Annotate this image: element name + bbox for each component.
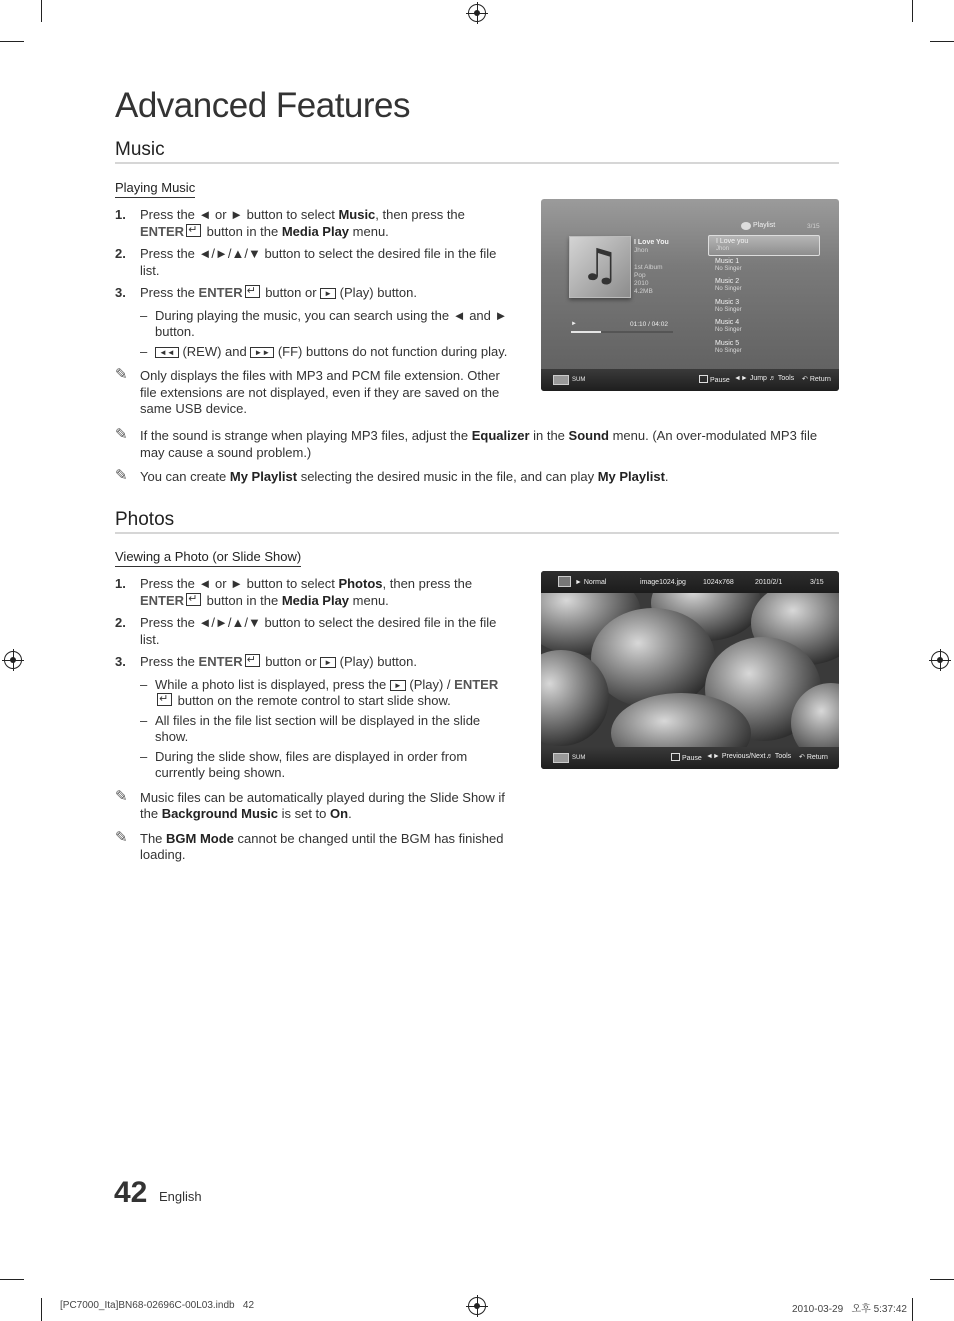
song-artist: Jhon xyxy=(634,247,649,254)
step-number: 2. xyxy=(115,246,126,261)
song-genre: Pop xyxy=(634,272,646,279)
photos-step-2 xyxy=(115,615,515,648)
apple-photo-art xyxy=(541,593,839,747)
pencil-note-icon: ✎ xyxy=(115,467,128,484)
step-term: Media Play xyxy=(281,592,350,608)
page-language: English xyxy=(159,1189,202,1204)
playlist-item-artist: No Singer xyxy=(715,265,742,272)
prev-next-control[interactable] xyxy=(706,753,765,760)
album-art xyxy=(569,236,631,298)
return-control[interactable] xyxy=(799,753,828,761)
step-text: Press the xyxy=(140,285,199,300)
enter-key-label: ENTER xyxy=(198,285,243,300)
note-term: On xyxy=(330,806,349,821)
music-note-3 xyxy=(115,469,839,486)
song-title: I Love You xyxy=(634,239,669,246)
step-term: Photos xyxy=(338,576,383,591)
music-instructions xyxy=(115,207,510,424)
substep-text: (Play) / xyxy=(405,676,455,692)
step-term: Music xyxy=(338,207,376,222)
tools-control[interactable] xyxy=(766,753,791,760)
note-text: You can create xyxy=(140,469,230,484)
pause-control[interactable] xyxy=(671,753,702,762)
step-text: Press the ◄ or ► button to select xyxy=(140,207,339,222)
enter-icon xyxy=(671,753,680,761)
music-note-1 xyxy=(115,368,510,418)
return-label: Return xyxy=(809,376,831,383)
substep-text: (REW) and xyxy=(178,343,251,359)
playlist-item-artist: Jhon xyxy=(716,246,730,252)
tools-icon: ♬ xyxy=(766,753,773,760)
enter-key-label: ENTER xyxy=(198,654,243,669)
play-icon: ► xyxy=(320,288,336,299)
enter-key-label: ENTER xyxy=(140,592,185,608)
step-text: button or xyxy=(261,654,321,669)
section-divider xyxy=(115,532,839,534)
substep-text: During playing the music, you can search using the ◄ and ► button. xyxy=(155,307,508,339)
pencil-note-icon: ✎ xyxy=(115,366,128,383)
mode-label: Normal xyxy=(583,579,607,586)
note-term: BGM Mode xyxy=(166,830,234,846)
photo-count: 3/15 xyxy=(810,579,824,586)
step-text: , then press the xyxy=(375,207,465,222)
playlist-item[interactable] xyxy=(708,297,820,318)
crop-mark xyxy=(0,41,24,42)
step-number: 1. xyxy=(115,207,126,222)
substep-text: button on the remote control to start slide show. xyxy=(174,693,451,708)
playlist-item-title: Music 2 xyxy=(715,278,740,285)
step-term: Media Play xyxy=(281,223,350,239)
playlist-item-title: I Love you xyxy=(716,238,749,245)
music-note-icon: ♫ xyxy=(580,240,620,291)
note-text: is set to xyxy=(277,806,331,821)
note-text: cannot be changed until the BGM has finished loading. xyxy=(140,830,504,862)
substep-text: During the slide show, files are displayed in order from currently being shown. xyxy=(155,748,468,780)
substep-text: While a photo list is displayed, press the xyxy=(155,676,390,692)
page-title: Advanced Features xyxy=(115,86,411,125)
note-term: My Playlist xyxy=(597,469,665,484)
step-text: Press the ◄/►/▲/▼ button to select the desired file in the file list. xyxy=(140,615,497,647)
playlist-item[interactable] xyxy=(708,276,820,297)
step-text: button in the xyxy=(203,592,282,608)
step-number: 3. xyxy=(115,285,126,300)
note-text: . xyxy=(664,469,669,484)
enter-icon xyxy=(157,693,172,706)
note-term: Equalizer xyxy=(471,428,530,443)
registration-mark-icon xyxy=(468,1297,486,1315)
note-text: If the sound is strange when playing MP3 files, adjust the xyxy=(140,428,472,443)
step-text: Press the ◄/►/▲/▼ button to select the desired file in the file list. xyxy=(140,246,497,278)
music-section-title: Music xyxy=(115,139,165,160)
step-number: 1. xyxy=(115,576,126,591)
music-subhead: Playing Music xyxy=(115,180,195,198)
note-text: Only displays the files with MP3 and PCM file extension. Other file extensions are not displayed, even if they are saved on the same USB device. xyxy=(140,368,500,416)
photos-note-1 xyxy=(115,787,515,823)
enter-icon xyxy=(245,654,260,667)
note-text: selecting the desired music in the file, and can play xyxy=(297,469,598,484)
crop-mark xyxy=(0,1279,24,1280)
note-text: . xyxy=(348,806,352,821)
tools-control[interactable] xyxy=(769,375,794,382)
photo-filename: image1024.jpg xyxy=(640,579,686,586)
step-number: 2. xyxy=(115,615,126,630)
step-text: button in the xyxy=(203,223,282,239)
jump-label: Jump xyxy=(749,375,767,382)
playlist-item[interactable] xyxy=(708,256,820,277)
device-name: SUM xyxy=(572,755,586,761)
playlist-item-artist: No Singer xyxy=(715,286,742,292)
step-text: (Play) button. xyxy=(336,654,417,669)
page-number: 42 xyxy=(114,1176,148,1209)
photos-substep-2: – All files in the file list section will be displayed in the slide show. xyxy=(140,712,481,744)
print-footer-timestamp: 2010-03-29 오후 5:37:42 xyxy=(792,1304,907,1315)
music-note-2 xyxy=(115,428,839,461)
enter-key-label: ENTER xyxy=(140,223,185,239)
progress-bar xyxy=(571,331,673,333)
playlist-item[interactable] xyxy=(708,338,820,359)
photos-section-title: Photos xyxy=(115,509,175,530)
playlist-label: Playlist xyxy=(753,222,776,229)
substep-text: (FF) buttons do not function during play. xyxy=(274,343,508,359)
crop-mark xyxy=(41,1298,42,1321)
crop-mark xyxy=(930,41,954,42)
music-step-1 xyxy=(115,207,510,240)
step-number: 3. xyxy=(115,654,126,669)
apple-photo xyxy=(541,593,839,747)
photo-info-bar xyxy=(541,571,839,593)
note-text: in the xyxy=(529,428,569,443)
step-text: Press the ◄ or ► button to select xyxy=(140,576,339,591)
playlist-item-title: Music 1 xyxy=(715,257,740,265)
music-substep-1: – During playing the music, you can search using the ◄ and ► button. xyxy=(140,307,508,339)
photo-icon xyxy=(558,576,571,587)
photos-substep-1: – While a photo list is displayed, press the ► (Play) / ENTER↵ button on the remote control to start slide show. xyxy=(115,677,515,710)
music-substep-2: – ◄◄ (REW) and ►► (FF) buttons do not function during play. xyxy=(140,343,508,359)
crop-mark xyxy=(41,0,42,22)
crop-mark xyxy=(912,0,913,22)
registration-mark-icon xyxy=(468,4,486,22)
step-text: menu. xyxy=(349,592,389,608)
section-divider xyxy=(115,162,839,164)
note-text: The xyxy=(140,830,167,846)
pencil-note-icon: ✎ xyxy=(115,787,128,805)
photo-control-bar xyxy=(541,747,839,769)
return-control[interactable] xyxy=(802,375,831,383)
step-text: menu. xyxy=(349,223,389,239)
playlist-icon xyxy=(741,222,751,230)
play-indicator-icon: ► xyxy=(571,321,577,327)
playlist-rows xyxy=(708,235,820,358)
tools-icon: ♬ xyxy=(769,375,776,382)
print-footer-file: [PC7000_Ita]BN68-02696C-00L03.indb 42 xyxy=(60,1300,255,1311)
progress-fill xyxy=(571,331,601,333)
song-year: 2010 xyxy=(634,280,649,287)
return-icon: ↶ xyxy=(802,376,808,383)
prev-next-label: Previous/Next xyxy=(721,753,766,760)
enter-key-label: ENTER xyxy=(454,676,499,692)
photos-note-2 xyxy=(115,828,515,864)
play-time: 01:10 / 04:02 xyxy=(630,321,668,328)
crop-mark xyxy=(912,1298,913,1321)
play-icon: ► xyxy=(320,657,336,668)
photos-subhead: Viewing a Photo (or Slide Show) xyxy=(115,549,301,567)
playlist-item-title: Music 5 xyxy=(715,339,740,347)
playlist-item-title: Music 3 xyxy=(715,298,740,306)
music-step-3 xyxy=(115,285,510,302)
pause-label: Pause xyxy=(681,755,702,762)
ff-icon: ►► xyxy=(250,347,274,358)
photo-resolution: 1024x768 xyxy=(703,579,734,586)
step-text: button or xyxy=(261,285,321,300)
device-name: SUM xyxy=(572,377,586,383)
photo-mode: ► Normal xyxy=(575,579,607,586)
playlist-item-artist: No Singer xyxy=(715,327,742,333)
pencil-note-icon: ✎ xyxy=(115,828,128,846)
left-right-icon: ◄► xyxy=(706,753,720,760)
song-album: 1st Album xyxy=(634,264,663,271)
note-term: Background Music xyxy=(161,806,278,821)
enter-icon xyxy=(186,593,201,606)
registration-mark-icon xyxy=(931,651,949,669)
playlist-item[interactable] xyxy=(708,317,820,338)
music-player-screen xyxy=(541,199,839,391)
note-text: menu. (An over-modulated MP3 file may cause a sound problem.) xyxy=(140,428,818,460)
pause-control[interactable] xyxy=(699,375,730,384)
return-label: Return xyxy=(806,754,828,761)
crop-mark xyxy=(930,1279,954,1280)
photos-step-1 xyxy=(115,576,515,609)
substep-text: All files in the file list section will be displayed in the slide show. xyxy=(155,712,481,744)
left-right-icon: ◄► xyxy=(734,375,748,382)
play-icon: ► xyxy=(390,680,406,691)
photo-viewer-screen xyxy=(541,571,839,769)
step-text: Press the xyxy=(140,654,199,669)
photo-date: 2010/2/1 xyxy=(755,579,783,586)
note-text: Music files can be automatically played during the Slide Show if the xyxy=(140,789,505,821)
pause-label: Pause xyxy=(709,377,730,384)
note-term: My Playlist xyxy=(229,469,298,484)
enter-icon xyxy=(699,375,708,383)
tools-label: Tools xyxy=(777,375,795,382)
playlist-item-artist: No Singer xyxy=(715,306,742,313)
pencil-note-icon: ✎ xyxy=(115,426,128,443)
playlist[interactable] xyxy=(708,235,820,358)
playlist-item-title: Music 4 xyxy=(715,319,740,326)
playlist-count: 3/15 xyxy=(807,223,820,230)
step-text: (Play) button. xyxy=(336,285,417,300)
note-term: Sound xyxy=(568,428,609,443)
photos-step-3 xyxy=(115,654,515,671)
enter-icon xyxy=(186,224,201,237)
enter-icon xyxy=(245,285,260,298)
music-control-bar xyxy=(541,369,839,391)
return-icon: ↶ xyxy=(799,754,805,761)
step-text: , then press the xyxy=(382,576,473,591)
rew-icon: ◄◄ xyxy=(155,347,179,358)
playlist-item-artist: No Singer xyxy=(715,347,742,354)
music-wide-notes xyxy=(115,428,839,492)
jump-control[interactable] xyxy=(734,375,767,382)
music-step-2 xyxy=(115,246,510,279)
usb-device-icon xyxy=(553,753,569,763)
registration-mark-icon xyxy=(4,651,22,669)
photos-substep-3: – During the slide show, files are displayed in order from currently being shown. xyxy=(140,748,468,780)
usb-device-icon xyxy=(553,375,569,385)
playlist-item[interactable] xyxy=(708,235,820,256)
song-size: 4.2MB xyxy=(634,288,653,295)
photos-instructions xyxy=(115,576,515,870)
tools-label: Tools xyxy=(774,753,792,760)
